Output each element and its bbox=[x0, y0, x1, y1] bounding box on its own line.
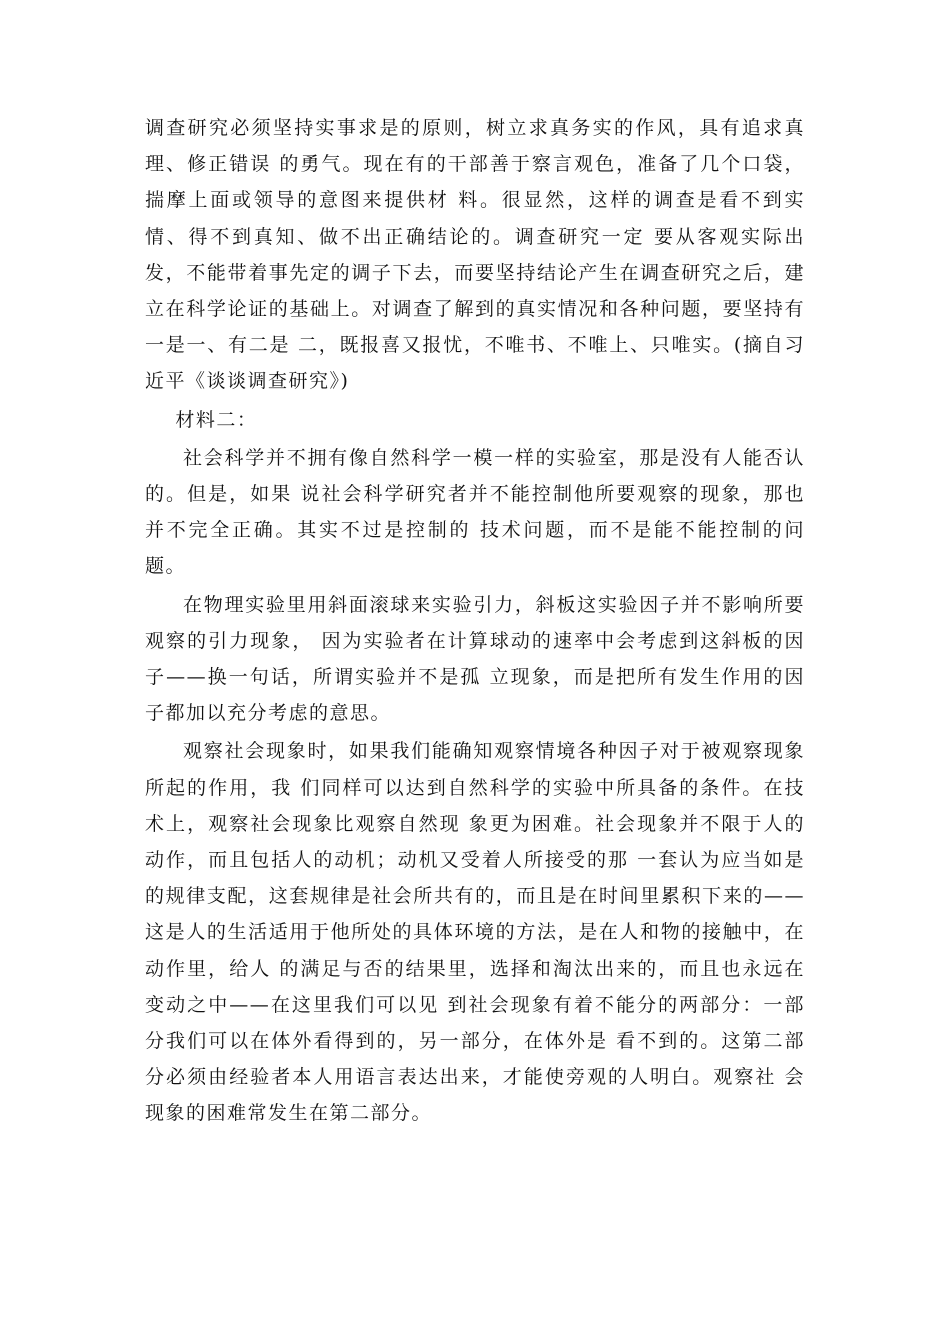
paragraph-observing-social-phenomena: 观察社会现象时，如果我们能确知观察情境各种因子对于被观察现象所起的作用，我 们同样可以达到自然科学的实验中所具备的条件。在技术上，观察社会现象比观察自然现 象更为困难。社会现象并不限于人的动作，而且包括人的动机；动机又受着人所接受的那 一套认为应当如是的规律支配，这套规律是社会所共有的，而且是在时间里累积下来的——这是人的生活适用于他所处的具体环境的方法，是在人和物的接触中，在动作里，给人 的满足与否的结果里，选择和淘汰出来的，而且也永远在变动之中——在这里我们可以见 到社会现象有着不能分的两部分：一部分我们可以在体外看得到的，另一部分，在体外是 看不到的。这第二部分必须由经验者本人用语言表达出来，才能使旁观的人明白。观察社 会现象的困难常发生在第二部分。 bbox=[145, 740, 805, 1125]
document-page bbox=[145, 110, 805, 1132]
heading-material-two: 材料二： bbox=[175, 408, 258, 431]
paragraph-social-science-lab: 社会科学并不拥有像自然科学一模一样的实验室，那是没有人能否认的。但是，如果 说社会科学研究者并不能控制他所要观察的现象，那也并不完全正确。其实不过是控制的 技术问题，而不是能不能控制的问题。 bbox=[145, 446, 805, 578]
paragraph-physics-experiment: 在物理实验里用斜面滚球来实验引力，斜板这实验因子并不影响所要观察的引力现象， 因为实验者在计算球动的速率中会考虑到这斜板的因子——换一句话，所谓实验并不是孤 立现象，而是把所有发生作用的因子都加以充分考虑的意思。 bbox=[145, 593, 805, 725]
paragraph-material-one: 调查研究必须坚持实事求是的原则，树立求真务实的作风，具有追求真理、修正错误 的勇气。现在有的干部善于察言观色，准备了几个口袋，揣摩上面或领导的意图来提供材 料。很显然，这样的调查是看不到实情、得不到真知、做不出正确结论的。调查研究一定 要从客观实际出发，不能带着事先定的调子下去，而要坚持结论产生在调查研究之后，建 立在科学论证的基础上。对调查了解到的真实情况和各种问题，要坚持有一是一、有二是 二，既报喜又报忧，不唯书、不唯上、只唯实。(摘自习近平《谈谈调查研究》) bbox=[145, 117, 805, 393]
